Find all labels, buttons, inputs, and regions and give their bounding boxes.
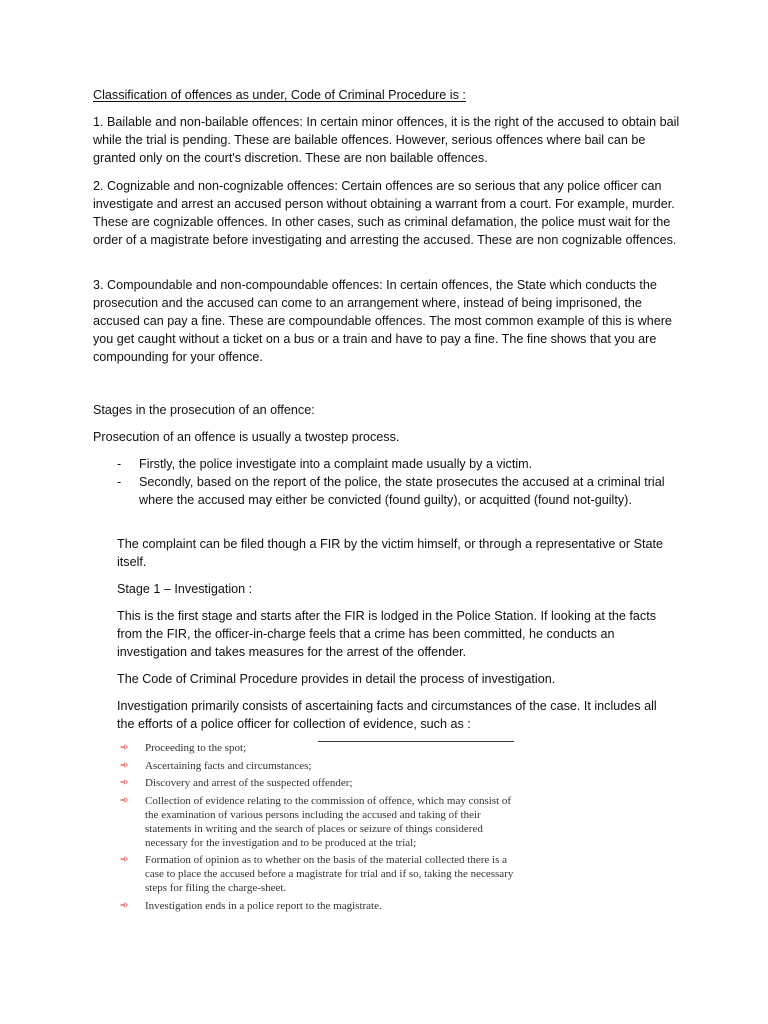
list-item <box>120 741 520 755</box>
arrow-bullet-icon: ➾ <box>120 794 129 806</box>
stage1-paragraph: This is the first stage and starts after the FIR is lodged in the Police Station. If looking at the facts from the FIR, the officer-in-charge feels that a crime has been committed, he conducts an investigation and takes measures for the arrest of the offender. <box>117 609 657 659</box>
stages-title: Stages in the prosecution of an offence: <box>93 403 315 417</box>
list-item <box>120 853 520 895</box>
list-item <box>120 794 520 850</box>
list-item-text: Secondly, based on the report of the police, the state prosecutes the accused at a criminal trial where the accused may either be convicted (found guilty), or acquitted (found not-guilty). <box>139 475 665 507</box>
list-item <box>120 899 520 913</box>
dash-marker: - <box>117 457 122 471</box>
paragraph-compoundable: 3. Compoundable and non-compoundable offences: In certain offences, the State which conducts the prosecution and the accused can come to an arrangement where, instead of being imprisoned, the accused can pay a fine. These are compoundable offences. The most common example of this is where you get caught without a ticket on a bus or a train and have to pay a fine. The fine shows that you are compounding for your offence. <box>93 278 672 364</box>
stage1-title: Stage 1 – Investigation : <box>117 582 253 596</box>
paragraph-bailable: 1. Bailable and non-bailable offences: In certain minor offences, it is the right of the accused to obtain bail while the trial is pending. These are bailable offences. However, serious offences where bail can be granted only on the court's discretion. These are non bailable offences. <box>93 115 680 165</box>
arrow-bullet-icon: ➾ <box>120 899 129 911</box>
document-heading: Classification of offences as under, Code of Criminal Procedure is : <box>93 88 466 102</box>
complaint-paragraph: The complaint can be filed though a FIR by the victim himself, or through a representative or State itself. <box>117 537 664 569</box>
list-item-text: Discovery and arrest of the suspected offender; <box>145 777 353 790</box>
list-item-text: Investigation ends in a police report to the magistrate. <box>145 899 382 912</box>
list-item <box>93 473 683 509</box>
stages-intro: Prosecution of an offence is usually a twostep process. <box>93 430 400 444</box>
list-item-text: Firstly, the police investigate into a complaint made usually by a victim. <box>139 457 533 471</box>
investigation-steps-list <box>120 741 520 917</box>
paragraph-cognizable: 2. Cognizable and non-cognizable offences: Certain offences are so serious that any police officer can investigate and arrest an accused person without obtaining a warrant from a court. For example, murder. These are cognizable offences. In other cases, such as criminal defamation, the police must wait for the order of a magistrate before investigating and arresting the accused. These are non cognizable offences. <box>93 179 677 247</box>
list-item <box>120 776 520 790</box>
dash-marker: - <box>117 475 122 489</box>
list-item-text: Ascertaining facts and circumstances; <box>145 759 312 772</box>
stage1-paragraph: The Code of Criminal Procedure provides in detail the process of investigation. <box>117 672 556 686</box>
process-steps-list <box>93 455 683 509</box>
list-item-text: Collection of evidence relating to the commission of offence, which may consist of the examination of various persons including the accused and taking of their statements in writing and the search of places or seizure of things considered necessary for the investigation and to be produced at the trial; <box>145 794 512 849</box>
list-item-text: Proceeding to the spot; <box>145 742 247 754</box>
arrow-bullet-icon: ➾ <box>120 854 129 866</box>
arrow-bullet-icon: ➾ <box>120 742 129 753</box>
arrow-bullet-icon: ➾ <box>120 777 129 789</box>
list-item <box>93 455 683 473</box>
arrow-bullet-icon: ➾ <box>120 759 129 771</box>
list-item <box>120 759 520 773</box>
stage1-paragraph: Investigation primarily consists of ascertaining facts and circumstances of the case. It includes all the efforts of a police officer for collection of evidence, such as : <box>117 699 657 731</box>
list-item-text: Formation of opinion as to whether on the basis of the material collected there is a case to place the accused before a magistrate for trial and if so, taking the necessary steps for filing the charge-sheet. <box>145 854 514 895</box>
